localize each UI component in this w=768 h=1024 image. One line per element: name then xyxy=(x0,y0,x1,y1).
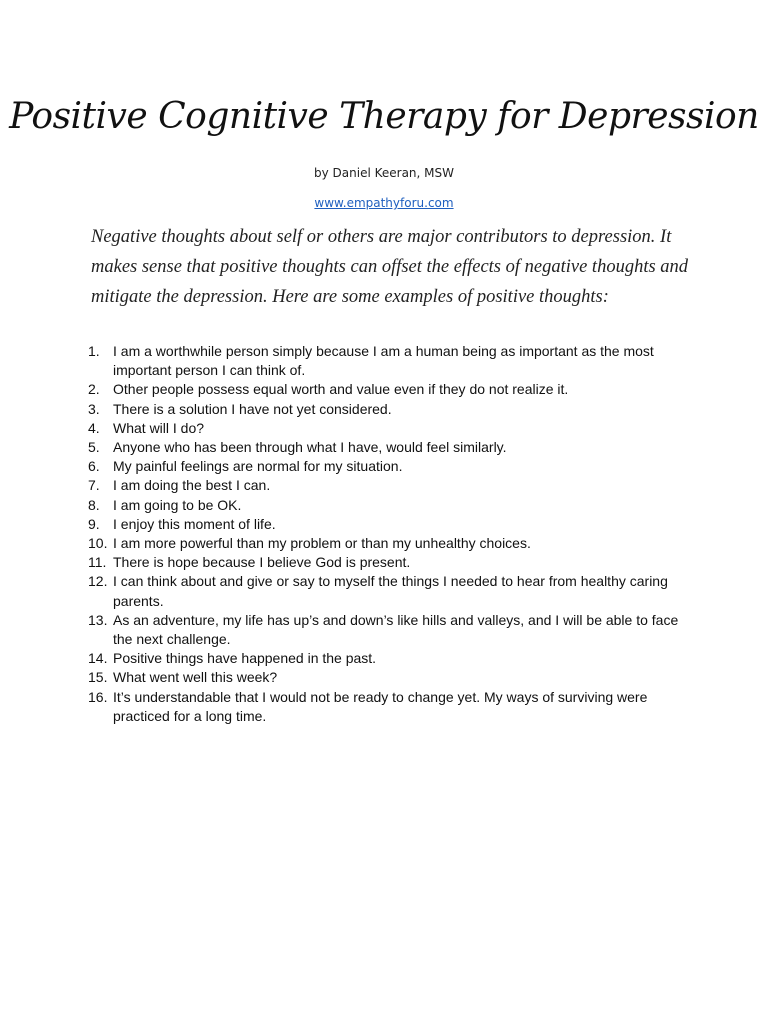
item-number: 9. xyxy=(88,515,100,532)
list-item xyxy=(88,611,688,649)
item-number: 5. xyxy=(88,439,100,456)
list-item xyxy=(88,342,688,380)
item-number: 7. xyxy=(88,477,100,494)
author-byline: by Daniel Keeran, MSW xyxy=(314,166,454,180)
item-text: I am going to be OK. xyxy=(113,496,242,513)
item-number: 15. xyxy=(88,669,108,686)
item-text: My painful feelings are normal for my situation. xyxy=(113,458,403,475)
item-number: 10. xyxy=(88,535,108,552)
item-number: 3. xyxy=(88,400,100,417)
list-item xyxy=(88,380,688,399)
list-item xyxy=(88,457,688,476)
item-text: Anyone who has been through what I have, would feel similarly. xyxy=(113,439,507,456)
list-item xyxy=(88,438,688,457)
website-link[interactable]: www.empathyforu.com xyxy=(314,196,454,210)
item-number: 8. xyxy=(88,496,100,513)
list-item xyxy=(88,534,688,553)
list-item xyxy=(88,419,688,438)
list-item xyxy=(88,688,688,726)
item-number: 12. xyxy=(88,573,108,590)
item-text: There is hope because I believe God is present. xyxy=(113,554,411,571)
list-item xyxy=(88,553,688,572)
item-number: 1. xyxy=(88,343,100,359)
item-text: It’s understandable that I would not be ready to change yet. My ways of surviving were practiced for a long time. xyxy=(113,688,648,724)
item-text: What will I do? xyxy=(113,419,205,436)
item-text: What went well this week? xyxy=(113,669,278,686)
item-number: 16. xyxy=(88,688,108,705)
list-item xyxy=(88,400,688,419)
item-number: 6. xyxy=(88,458,100,475)
list-item xyxy=(88,668,688,687)
item-number: 2. xyxy=(88,381,100,398)
item-number: 13. xyxy=(88,611,108,628)
website-link-container xyxy=(0,196,768,210)
list-item xyxy=(88,649,688,668)
list-item xyxy=(88,496,688,515)
document-title: Positive Cognitive Therapy for Depression xyxy=(9,96,759,137)
item-text: I can think about and give or say to myself the things I needed to hear from healthy caring parents. xyxy=(113,573,668,609)
item-number: 4. xyxy=(88,419,100,436)
item-text: I enjoy this moment of life. xyxy=(113,515,276,532)
item-text: I am doing the best I can. xyxy=(113,477,271,494)
item-text: As an adventure, my life has up’s and down’s like hills and valleys, and I will be able to face the next challenge. xyxy=(113,611,679,648)
positive-thoughts-list xyxy=(88,342,688,726)
item-text: There is a solution I have not yet considered. xyxy=(113,400,392,417)
intro-paragraph: Negative thoughts about self or others are major contributors to depression. It makes sense that positive thoughts can offset the effects of negative thoughts and mitigate the depression. Here are some examples of positive thoughts: xyxy=(91,227,689,307)
item-number: 11. xyxy=(88,554,107,571)
list-item xyxy=(88,515,688,534)
item-text: I am a worthwhile person simply because I am a human being as important as the most important person I can think of. xyxy=(113,343,654,379)
item-text: Positive things have happened in the past. xyxy=(113,650,377,667)
list-item xyxy=(88,476,688,495)
item-number: 14. xyxy=(88,650,108,667)
item-text: Other people possess equal worth and value even if they do not realize it. xyxy=(113,381,569,398)
list-item xyxy=(88,572,688,610)
item-text: I am more powerful than my problem or than my unhealthy choices. xyxy=(113,535,531,552)
